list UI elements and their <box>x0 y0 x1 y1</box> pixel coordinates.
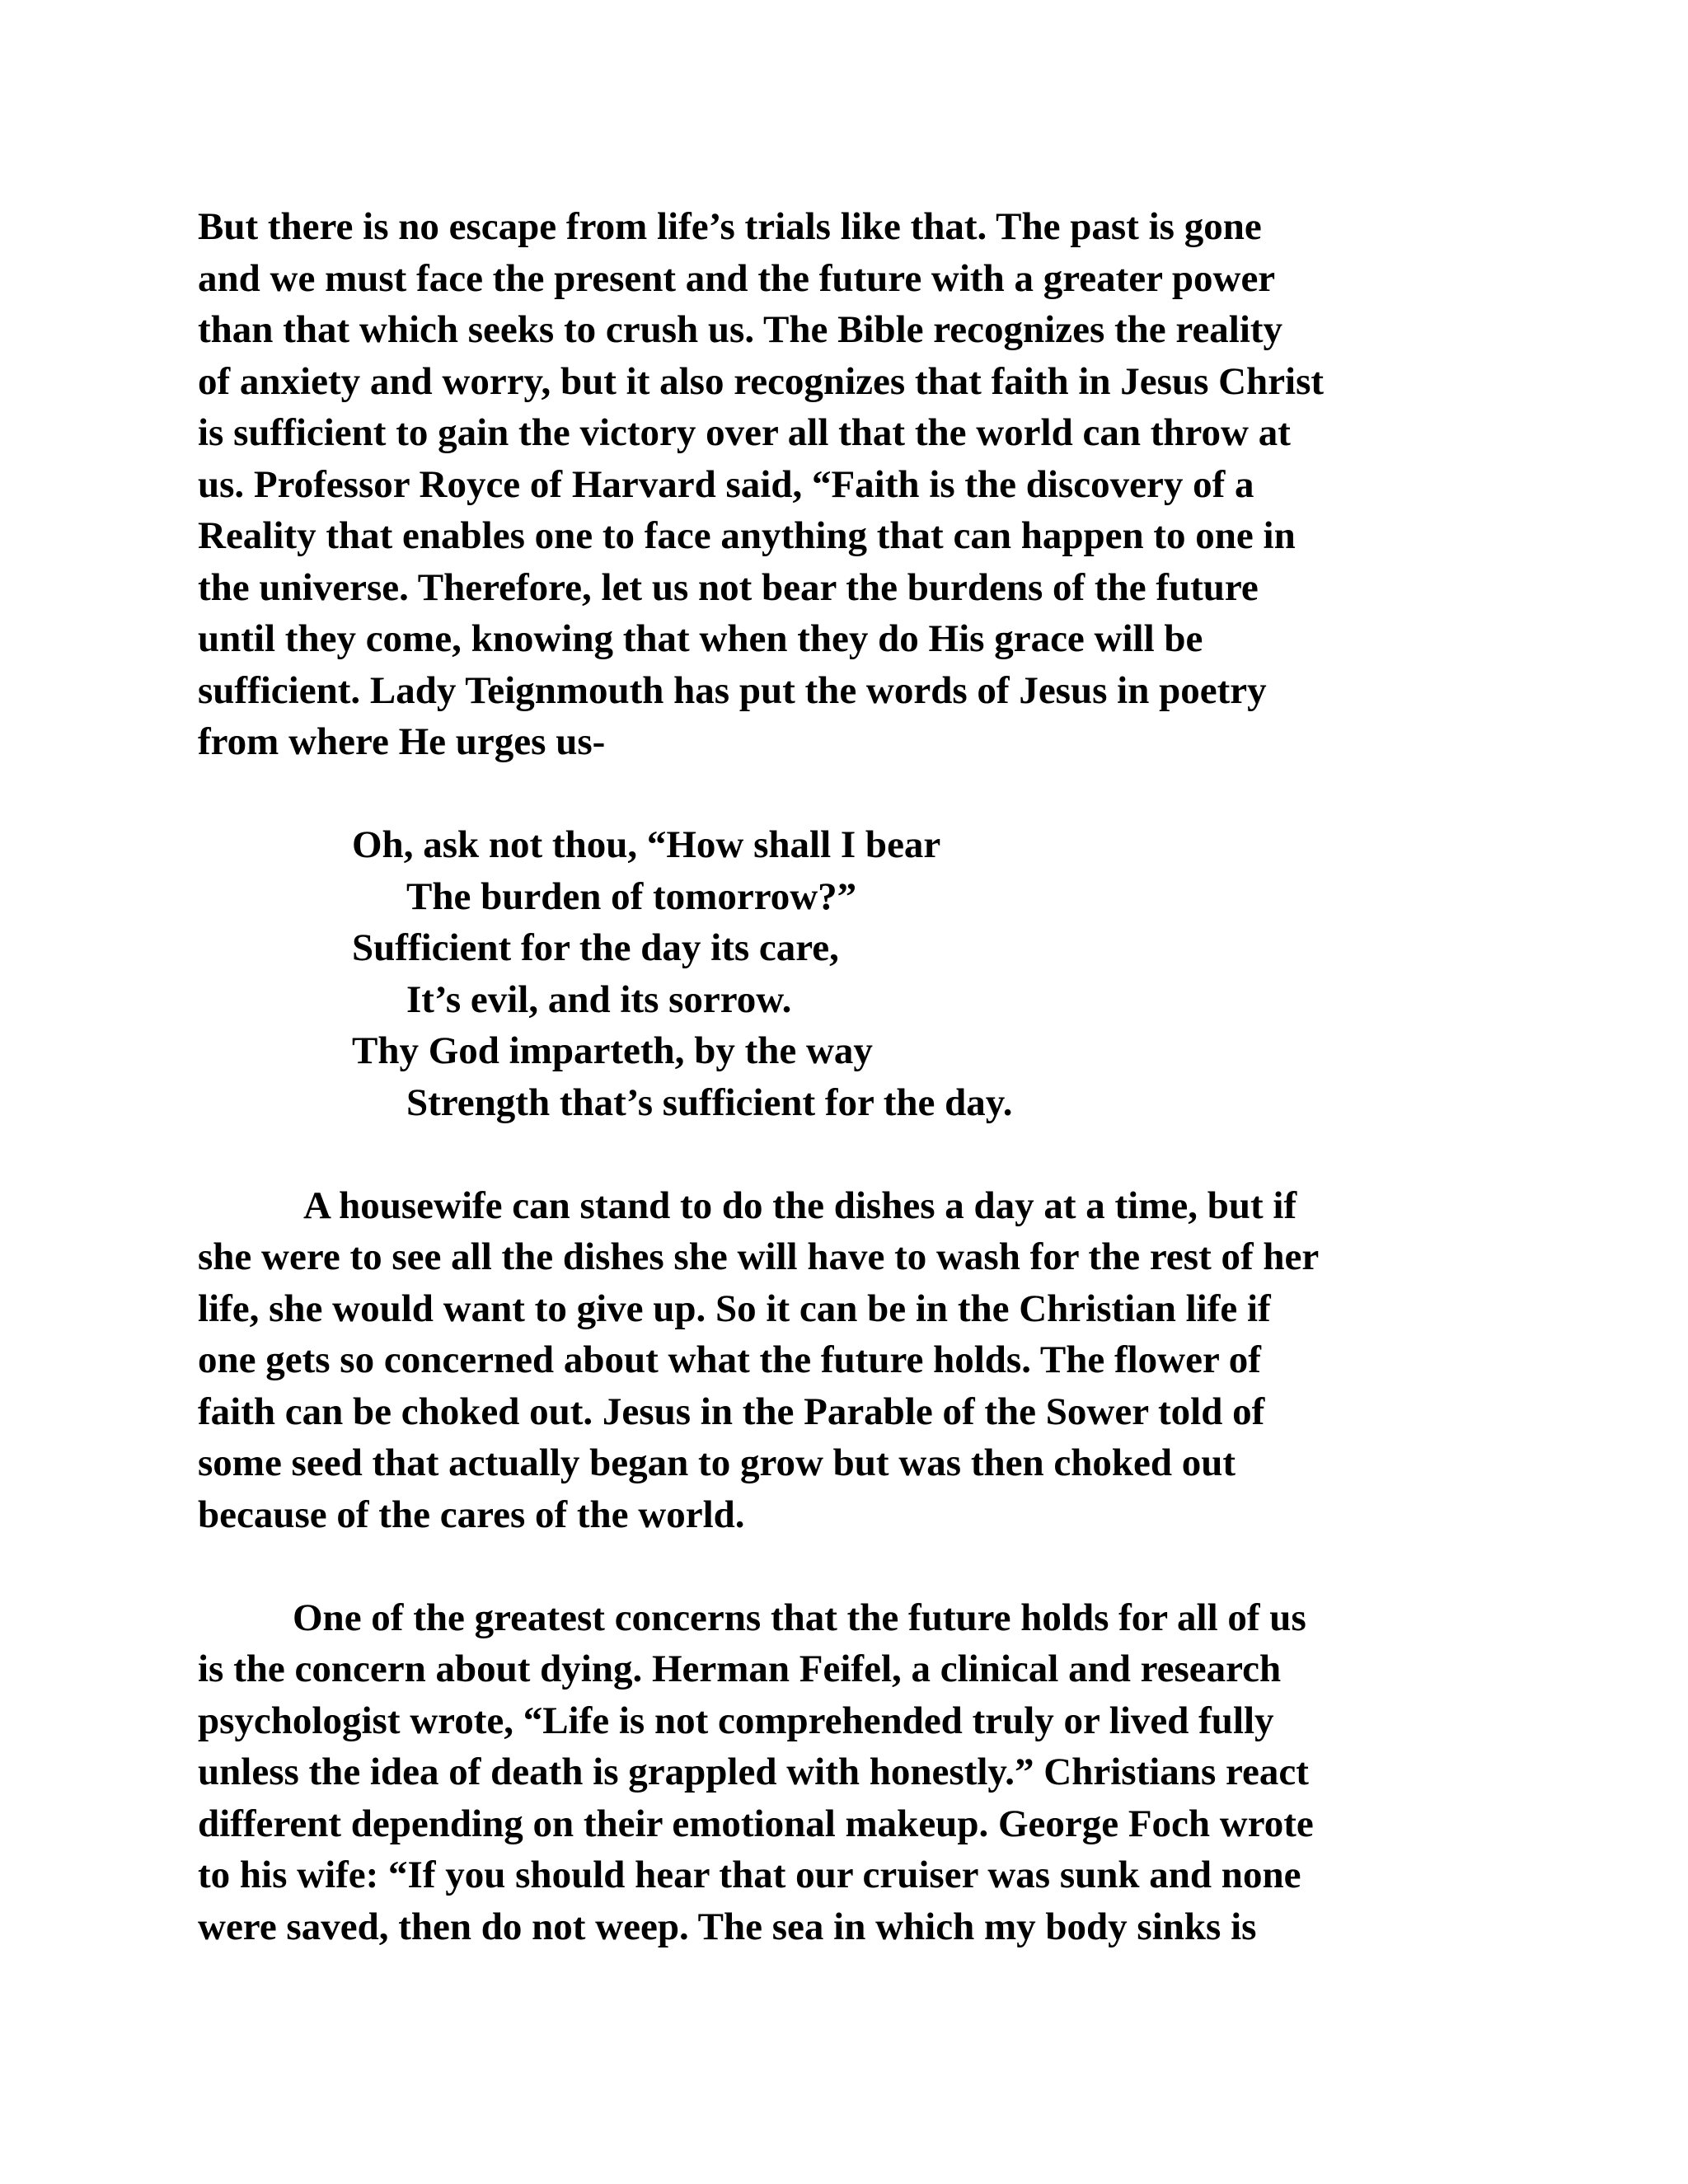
text-line: us. Professor Royce of Harvard said, “Faith is the discovery of a <box>198 462 1254 506</box>
poem-line: Oh, ask not thou, “How shall I bear <box>352 823 941 866</box>
text-line: and we must face the present and the future with a greater power <box>198 256 1276 300</box>
poem-line: Strength that’s sufficient for the day. <box>406 1080 1013 1124</box>
document-body <box>198 201 1517 1952</box>
text-line: the universe. Therefore, let us not bear the burdens of the future <box>198 565 1259 609</box>
poem-line: Thy God imparteth, by the way <box>352 1029 873 1072</box>
text-line: one gets so concerned about what the future holds. The flower of <box>198 1338 1261 1381</box>
poem-line: It’s evil, and its sorrow. <box>406 977 792 1021</box>
text-line: unless the idea of death is grappled with honestly.” Christians react <box>198 1750 1309 1793</box>
text-line: she were to see all the dishes she will have to wash for the rest of her <box>198 1235 1320 1278</box>
poem <box>198 819 1517 1128</box>
text-line: because of the cares of the world. <box>198 1493 745 1536</box>
text-line: faith can be choked out. Jesus in the Parable of the Sower told of <box>198 1390 1265 1433</box>
text-line: is sufficient to gain the victory over all that the world can throw at <box>198 411 1291 454</box>
paragraph-gap <box>198 768 1517 820</box>
paragraph-gap <box>198 1128 1517 1180</box>
text-line: of anxiety and worry, but it also recognizes that faith in Jesus Christ <box>198 359 1325 403</box>
paragraph-gap <box>198 1540 1517 1592</box>
text-line: from where He urges us- <box>198 720 606 763</box>
text-line: is the concern about dying. Herman Feifel, a clinical and research <box>198 1647 1282 1690</box>
text-line: psychologist wrote, “Life is not comprehended truly or lived fully <box>198 1699 1274 1742</box>
text-line: to his wife: “If you should hear that our cruiser was sunk and none <box>198 1854 1301 1896</box>
poem-line: Sufficient for the day its care, <box>352 926 839 969</box>
text-line: different depending on their emotional makeup. George Foch wrote <box>198 1802 1314 1845</box>
paragraph-2 <box>198 1180 1517 1541</box>
text-line: until they come, knowing that when they do His grace will be <box>198 617 1203 660</box>
text-line: A housewife can stand to do the dishes a day at a time, but if <box>303 1183 1297 1227</box>
text-line: than that which seeks to crush us. The Bible recognizes the reality <box>198 308 1283 351</box>
text-line: But there is no escape from life’s trials like that. The past is gone <box>198 205 1262 248</box>
paragraph-1 <box>198 201 1517 768</box>
poem-line: The burden of tomorrow?” <box>406 874 857 918</box>
text-line: life, she would want to give up. So it can be in the Christian life if <box>198 1286 1271 1330</box>
text-line: sufficient. Lady Teignmouth has put the words of Jesus in poetry <box>198 668 1267 712</box>
text-line: Reality that enables one to face anything that can happen to one in <box>198 514 1296 557</box>
text-line: One of the greatest concerns that the future holds for all of us <box>293 1596 1306 1639</box>
text-line: some seed that actually began to grow but was then choked out <box>198 1441 1236 1484</box>
paragraph-3 <box>198 1592 1517 1953</box>
text-line: were saved, then do not weep. The sea in which my body sinks is <box>198 1905 1257 1948</box>
